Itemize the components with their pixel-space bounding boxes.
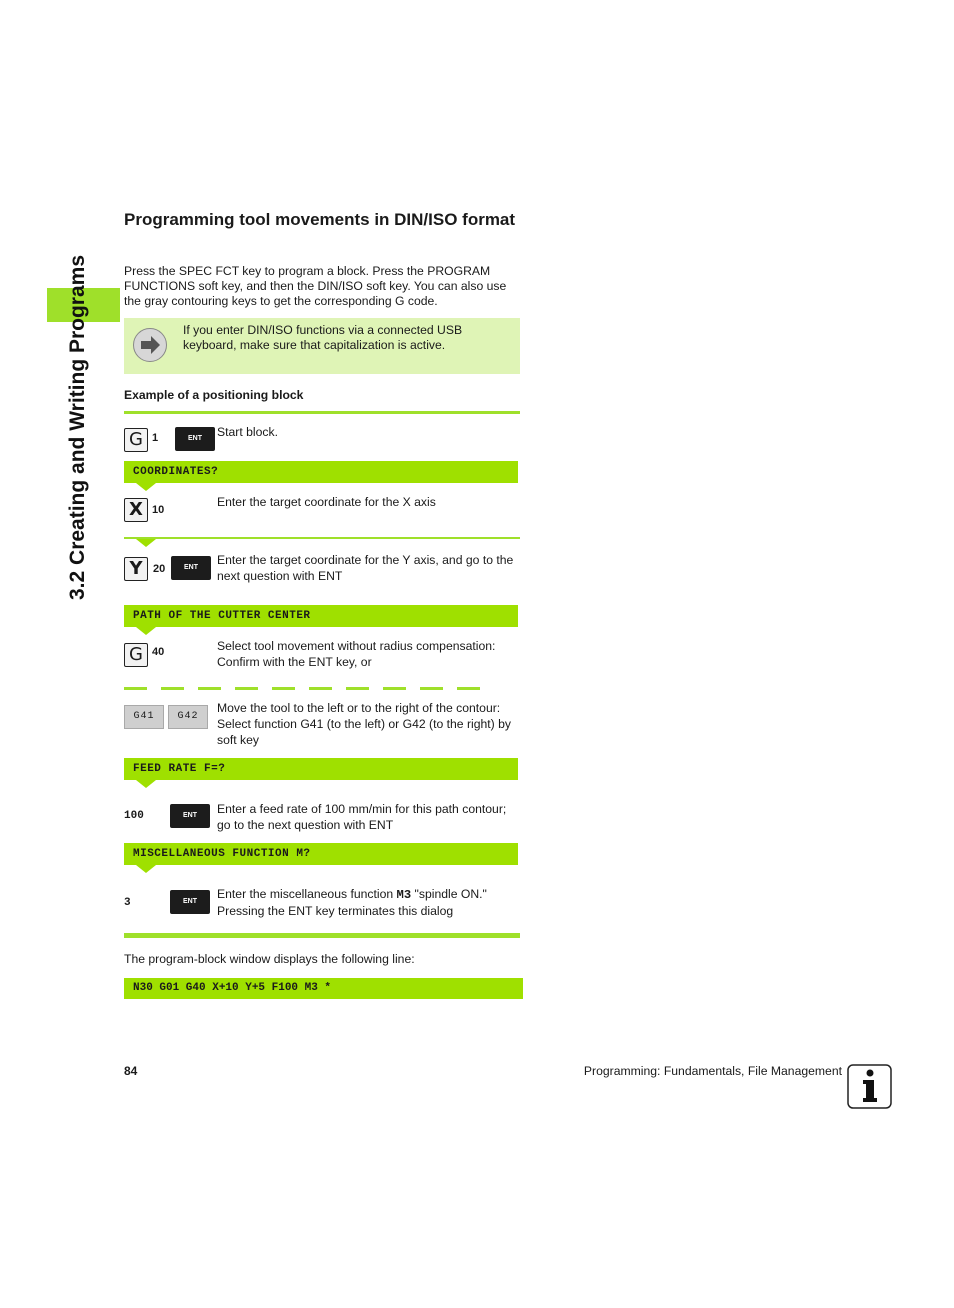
code-inline: M3 <box>396 888 412 902</box>
step-value: 3 <box>124 897 131 909</box>
divider <box>124 411 520 414</box>
divider <box>124 933 520 938</box>
ent-key[interactable]: ENT <box>171 556 211 580</box>
divider <box>124 537 520 539</box>
ent-key[interactable]: ENT <box>175 427 215 451</box>
step-description: Enter a feed rate of 100 mm/min for this path contour; go to the next question with ENT <box>217 802 507 832</box>
x-axis-key[interactable]: X <box>124 498 148 522</box>
intro-paragraph: Press the SPEC FCT key to program a block. Press the PROGRAM FUNCTIONS soft key, and then the DIN/ISO soft key. You can also use the gray contouring keys to get the corresponding G code. <box>124 264 507 308</box>
g-key[interactable]: G <box>124 428 148 452</box>
alternative-divider <box>124 687 520 690</box>
section-title: Programming tool movements in DIN/ISO format <box>124 210 516 229</box>
step-description: Enter the miscellaneous function M3 "spindle ON." Pressing the ENT key terminates this dialog <box>217 887 487 918</box>
step-description: Select tool movement without radius compensation: Confirm with the ENT key, or <box>217 639 496 669</box>
page-number: 84 <box>124 1064 138 1078</box>
step-value: 100 <box>124 810 144 822</box>
result-text: The program-block window displays the following line: <box>124 952 415 966</box>
step-description: Move the tool to the left or to the right of the contour: Select function G41 (to the left) or G42 (to the right) by soft key <box>217 701 511 747</box>
step-value: 10 <box>152 504 165 516</box>
step-description: Enter the target coordinate for the Y axis, and go to the next question with ENT <box>217 553 514 583</box>
dialog-prompt: PATH OF THE CUTTER CENTER <box>124 605 518 627</box>
step-value: 1 <box>152 432 159 444</box>
chapter-title: 3.2 Creating and Writing Programs <box>66 254 89 600</box>
softkey-g41[interactable]: G41 <box>124 705 164 729</box>
step-description: Enter the target coordinate for the X axis <box>217 495 436 509</box>
note-text: If you enter DIN/ISO functions via a connected USB keyboard, make sure that capitalization is active. <box>183 323 463 352</box>
softkey-g42[interactable]: G42 <box>168 705 208 729</box>
step-value: 40 <box>152 646 165 658</box>
g-key[interactable]: G <box>124 643 148 667</box>
dialog-prompt: MISCELLANEOUS FUNCTION M? <box>124 843 518 865</box>
info-icon <box>847 1064 892 1109</box>
program-block-line: N30 G01 G40 X+10 Y+5 F100 M3 * <box>124 978 523 999</box>
y-axis-key[interactable]: Y <box>124 557 148 581</box>
ent-key[interactable]: ENT <box>170 890 210 914</box>
prompt-arrow-icon <box>136 539 156 547</box>
dialog-prompt: FEED RATE F=? <box>124 758 518 780</box>
dialog-prompt: COORDINATES? <box>124 461 518 483</box>
step-description: Start block. <box>217 425 278 439</box>
ent-key[interactable]: ENT <box>170 804 210 828</box>
example-heading: Example of a positioning block <box>124 388 304 402</box>
note-box <box>124 318 520 374</box>
arrow-right-icon <box>133 328 167 362</box>
step-value: 20 <box>153 563 166 575</box>
footer-title: Programming: Fundamentals, File Management <box>583 1064 842 1078</box>
